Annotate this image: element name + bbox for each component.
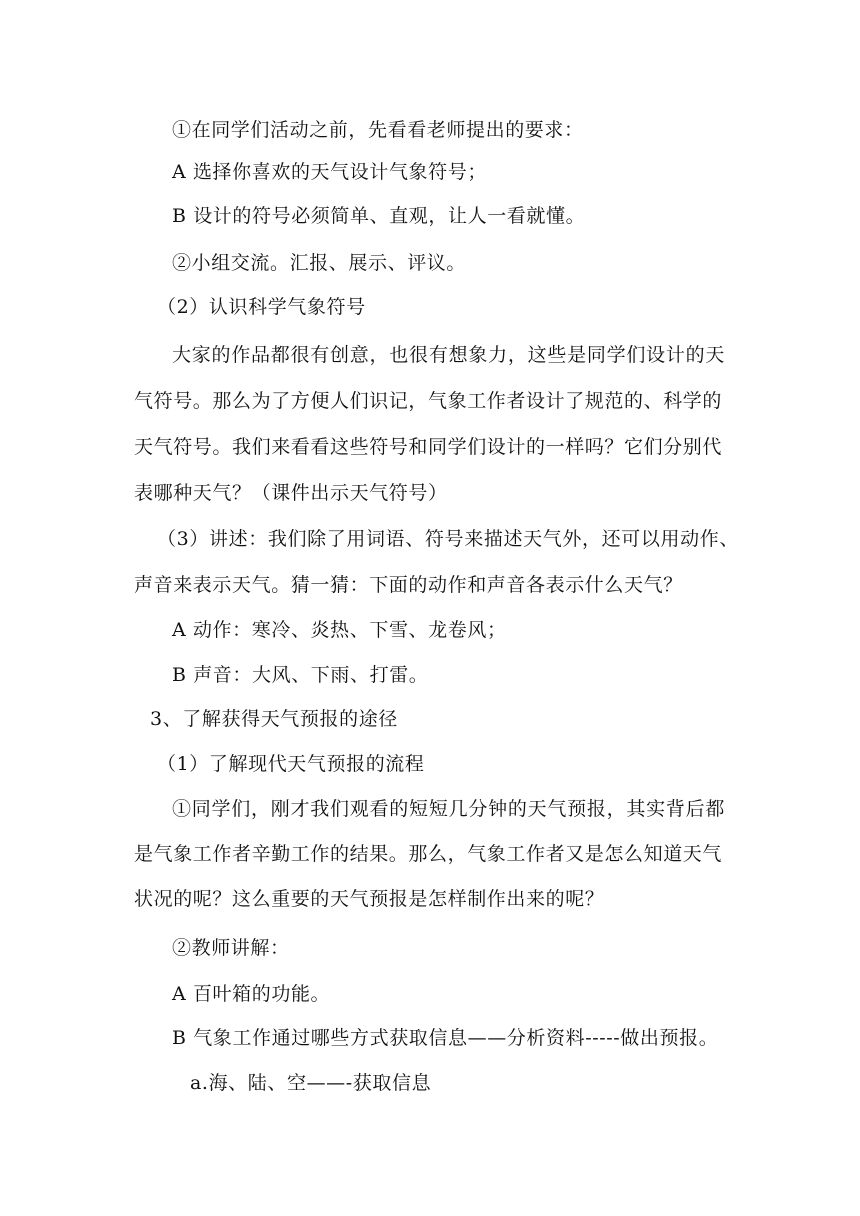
action-examples: A 动作：寒冷、炎热、下雪、龙卷风； (172, 619, 507, 641)
section-heading-forecast: 3、了解获得天气预报的途径 (150, 708, 398, 730)
paragraph-line: （3）讲述：我们除了用词语、符号来描述天气外，还可以用动作、 (157, 528, 739, 550)
louver-box-function: A 百叶箱的功能。 (172, 983, 331, 1005)
requirement-intro: ①在同学们活动之前，先看看老师提出的要求： (172, 119, 584, 141)
paragraph-line: 表哪种天气？（课件出示天气符号） (134, 482, 448, 504)
paragraph-line: 气符号。那么为了方便人们识记，气象工作者设计了规范的、科学的 (134, 390, 723, 412)
paragraph-line: 状况的呢？这么重要的天气预报是怎样制作出来的呢？ (134, 888, 605, 910)
paragraph-line: 声音来表示天气。猜一猜：下面的动作和声音各表示什么天气？ (134, 574, 683, 596)
teacher-explanation: ②教师讲解： (172, 937, 290, 959)
sea-land-air: a.海、陆、空——-获取信息 (190, 1072, 432, 1094)
requirement-a: A 选择你喜欢的天气设计气象符号； (172, 161, 487, 183)
information-process: B 气象工作通过哪些方式获取信息——分析资料-----做出预报。 (172, 1027, 719, 1049)
paragraph-line: ①同学们，刚才我们观看的短短几分钟的天气预报，其实背后都 (172, 798, 725, 820)
paragraph-line: 大家的作品都很有创意，也很有想象力，这些是同学们设计的天 (172, 344, 725, 366)
paragraph-line: 是气象工作者辛勤工作的结果。那么，气象工作者又是怎么知道天气 (134, 843, 723, 865)
sound-examples: B 声音：大风、下雨、打雷。 (172, 664, 429, 686)
section-heading-symbols: （2）认识科学气象符号 (157, 296, 366, 318)
paragraph-line: 天气符号。我们来看看这些符号和同学们设计的一样吗？它们分别代 (134, 436, 723, 458)
group-exchange: ②小组交流。汇报、展示、评议。 (172, 252, 467, 274)
requirement-b: B 设计的符号必须简单、直观，让人一看就懂。 (172, 205, 586, 227)
subsection-heading-process: （1）了解现代天气预报的流程 (157, 753, 425, 775)
